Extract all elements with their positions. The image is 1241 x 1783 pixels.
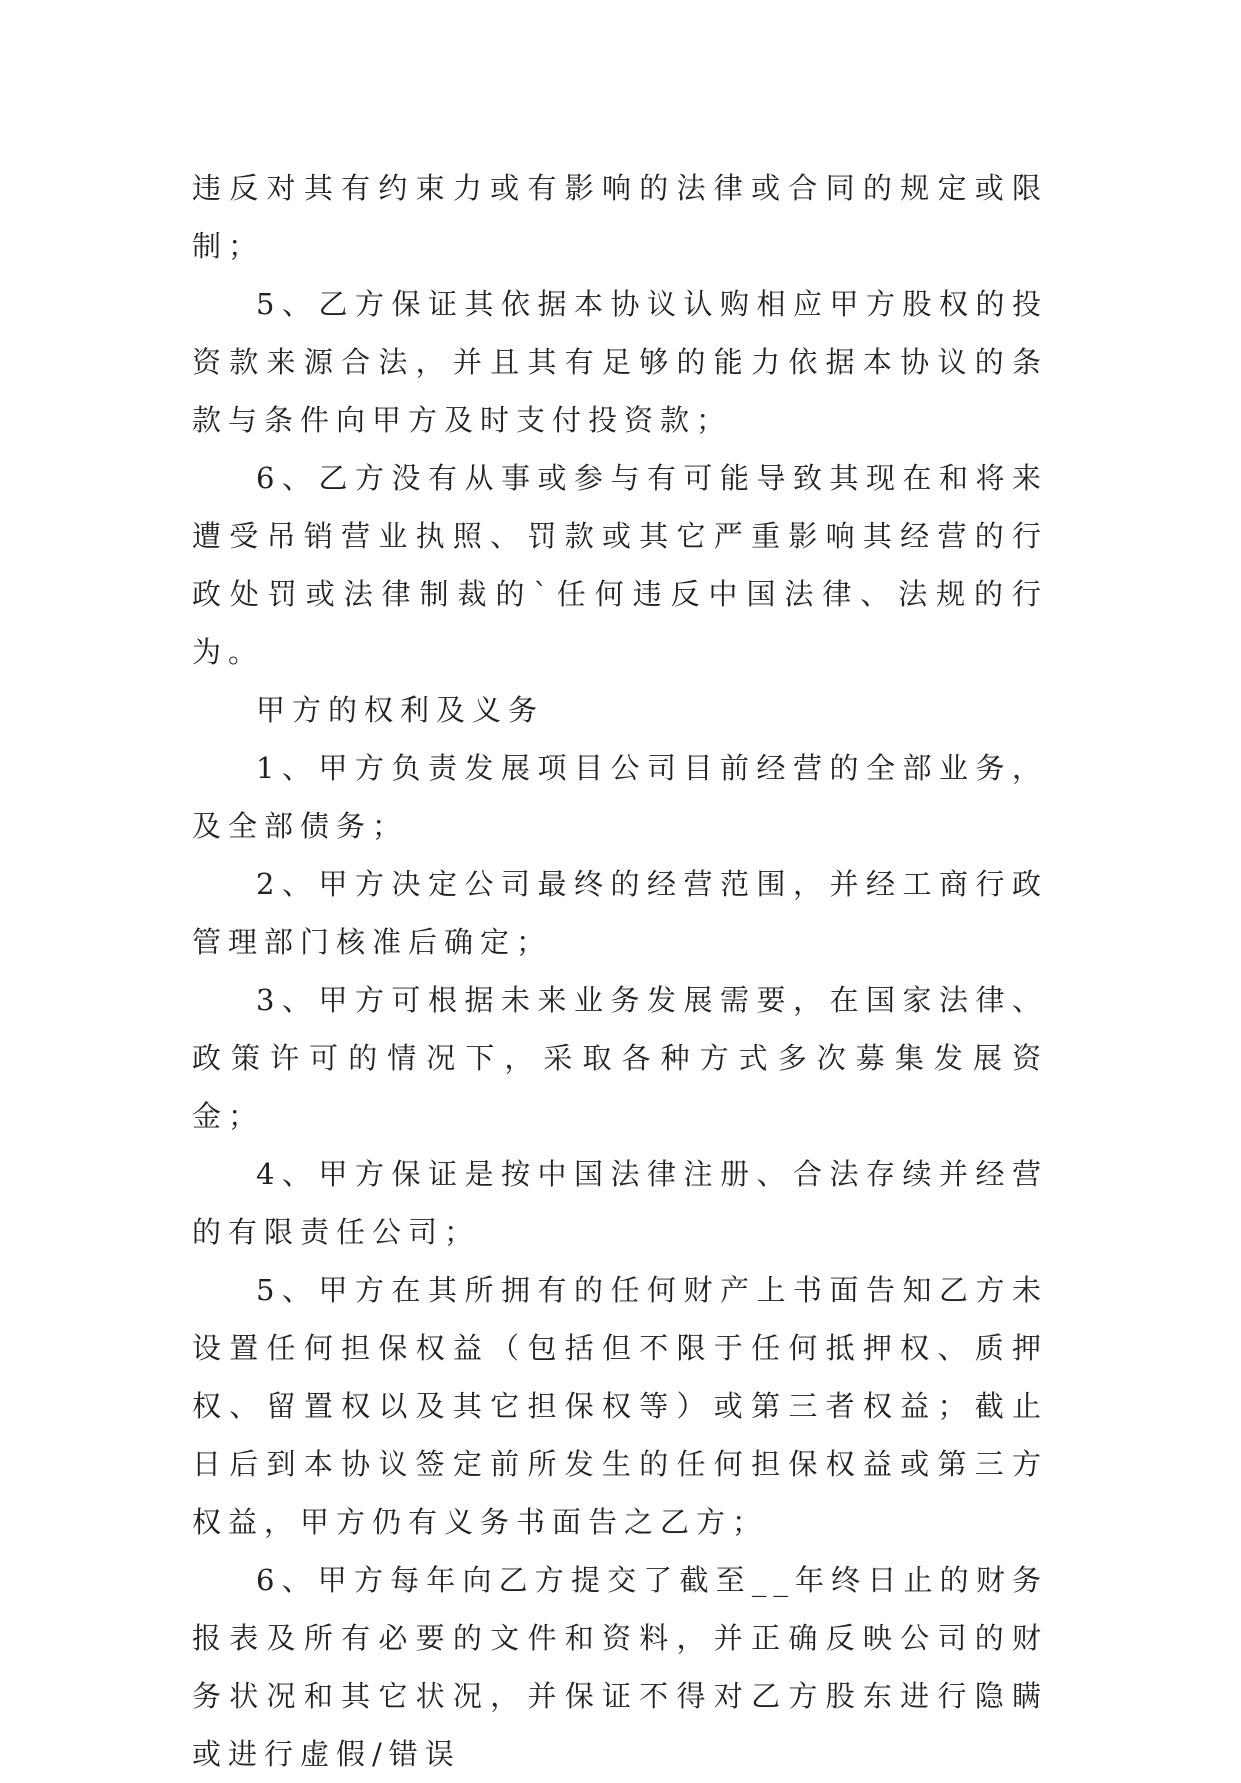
paragraph-party-b-clause-5: 5、乙方保证其依据本协议认购相应甲方股权的投资款来源合法，并且其有足够的能力依据本协议的条款与条件向甲方及时支付投资款； bbox=[192, 287, 1048, 437]
paragraph-party-b-clause-6: 6、乙方没有从事或参与有可能导致其现在和将来遭受吊销营业执照、罚款或其它严重影响其经营的行政处罚或法律制裁的`任何违反中国法律、法规的行为。 bbox=[192, 461, 1048, 669]
paragraph-party-a-clause-3: 3、甲方可根据未来业务发展需要，在国家法律、政策许可的情况下，采取各种方式多次募集发展资金； bbox=[192, 983, 1048, 1133]
section-heading-party-a-rights: 甲方的权利及义务 bbox=[256, 693, 545, 727]
paragraph-continuation: 违反对其有约束力或有影响的法律或合同的规定或限制； bbox=[192, 171, 1048, 263]
paragraph-party-a-clause-6: 6、甲方每年向乙方提交了截至__年终日止的财务报表及所有必要的文件和资料，并正确反映公司的财务状况和其它状况，并保证不得对乙方股东进行隐瞒或进行虚假/错误 bbox=[192, 1563, 1048, 1771]
document-body bbox=[192, 159, 1048, 1783]
paragraph-party-a-clause-5: 5、甲方在其所拥有的任何财产上书面告知乙方未设置任何担保权益（包括但不限于任何抵押权、质押权、留置权以及其它担保权等）或第三者权益；截止日后到本协议签定前所发生的任何担保权益或第三方权益，甲方仍有义务书面告之乙方； bbox=[192, 1273, 1048, 1539]
paragraph-party-a-clause-4: 4、甲方保证是按中国法律注册、合法存续并经营的有限责任公司； bbox=[192, 1157, 1048, 1249]
paragraph-party-a-clause-2: 2、甲方决定公司最终的经营范围，并经工商行政管理部门核准后确定； bbox=[192, 867, 1048, 959]
paragraph-party-a-clause-1: 1、甲方负责发展项目公司目前经营的全部业务，及全部债务； bbox=[192, 751, 1048, 843]
